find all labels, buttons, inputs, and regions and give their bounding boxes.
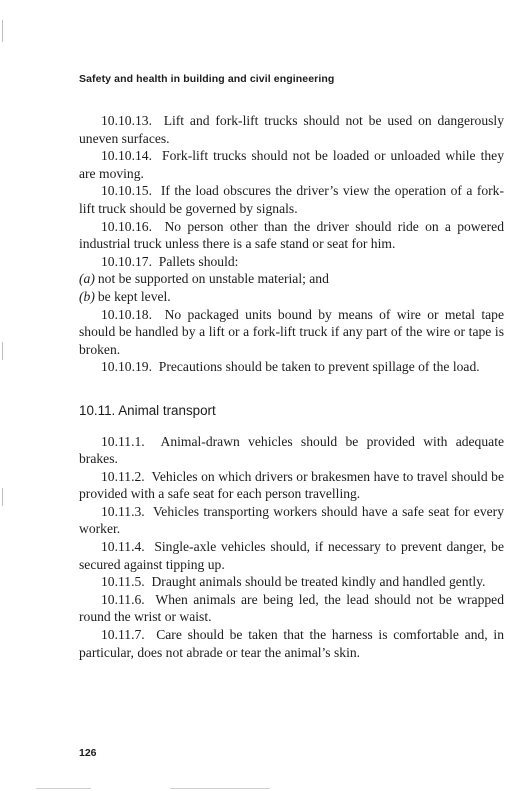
paragraph-number: 10.11.3. [101, 503, 145, 519]
scan-bottom-rule [36, 788, 91, 789]
paragraph-text: Vehicles on which drivers or brakesmen have to travel should be provided with a safe seat for each person travelling. [79, 468, 504, 502]
paragraph [79, 306, 504, 359]
paragraph [79, 358, 504, 376]
paragraph-number: 10.10.13. [101, 113, 152, 128]
paragraph-number: 10.11.5. [101, 574, 145, 590]
paragraph [79, 573, 504, 591]
section-10-10-paragraphs [79, 112, 504, 270]
running-header: Safety and health in building and civil engineering [79, 73, 335, 85]
scan-bottom-rule [170, 788, 270, 789]
paragraph [79, 468, 504, 503]
paragraph-text: No packaged units bound by means of wire or metal tape should be handled by a lift or a fork-lift truck if any part of the wire or tape is broken. [79, 306, 504, 357]
paragraph-number: 10.10.17. [101, 253, 152, 269]
paragraph [79, 538, 504, 573]
paragraph-text: Vehicles transporting workers should have a safe seat for every worker. [79, 503, 504, 537]
paragraph-text: When animals are being led, the lead should not be wrapped round the wrist or waist. [79, 591, 504, 625]
section-heading: 10.11. Animal transport [79, 402, 216, 418]
paragraph-number: 10.11.4. [101, 539, 145, 555]
paragraph [79, 626, 504, 661]
paragraph [79, 218, 504, 253]
paragraph-text: Pallets should: [158, 253, 239, 269]
paragraph [79, 503, 504, 538]
list-item [79, 288, 504, 306]
paragraph-number: 10.10.19. [101, 359, 152, 375]
page-number: 126 [79, 747, 97, 759]
paragraph-text: Precautions should be taken to prevent spillage of the load. [158, 359, 480, 375]
paragraph [79, 182, 504, 217]
paragraph-text: Draught animals should be treated kindly and handled gently. [151, 574, 486, 590]
list-item-label: (b) [79, 288, 95, 304]
list-item-label: (a) [79, 271, 95, 287]
paragraph-number: 10.11.1. [101, 433, 145, 449]
scan-edge-mark [2, 20, 3, 42]
paragraph-text: Fork-lift trucks should not be loaded or unloaded while they are moving. [79, 148, 505, 181]
list-item-text: not be supported on unstable material; and [97, 271, 329, 287]
paragraph-text: Single-axle vehicles should, if necessary to prevent danger, be secured against tipping up. [79, 539, 505, 572]
paragraph-number: 10.10.16. [101, 218, 152, 234]
paragraph-number: 10.11.6. [101, 591, 145, 607]
list-item [79, 270, 504, 288]
page-body [79, 112, 504, 661]
paragraph [79, 112, 504, 147]
paragraph-text: No person other than the driver should ride on a powered industrial truck unless there is a safe stand or seat for him. [79, 218, 505, 252]
paragraph-number: 10.11.2. [101, 468, 145, 484]
paragraph-text: If the load obscures the driver’s view the operation of a fork-lift truck should be governed by signals. [79, 183, 505, 216]
paragraph-text: Care should be taken that the harness is comfortable and, in particular, does not abrade or tear the animal’s skin. [79, 627, 505, 660]
paragraph [79, 591, 504, 626]
paragraph-text: Animal-drawn vehicles should be provided with adequate brakes. [79, 433, 504, 467]
section-10-11-paragraphs [79, 433, 504, 662]
paragraph-number: 10.11.7. [101, 627, 145, 643]
section-10-10-17-list [79, 270, 504, 305]
paragraph-text: Lift and fork-lift trucks should not be used on dangerously uneven surfaces. [79, 113, 504, 146]
paragraph [79, 147, 504, 182]
paragraph [79, 253, 504, 271]
paragraph-number: 10.10.18. [101, 306, 152, 322]
scan-edge-mark [2, 342, 3, 360]
scan-edge-mark [2, 488, 3, 506]
paragraph-number: 10.10.14. [101, 148, 152, 164]
paragraph [79, 433, 504, 468]
section-10-10-paragraphs-continued [79, 306, 504, 376]
paragraph-number: 10.10.15. [101, 183, 152, 199]
list-item-text: be kept level. [97, 288, 171, 304]
